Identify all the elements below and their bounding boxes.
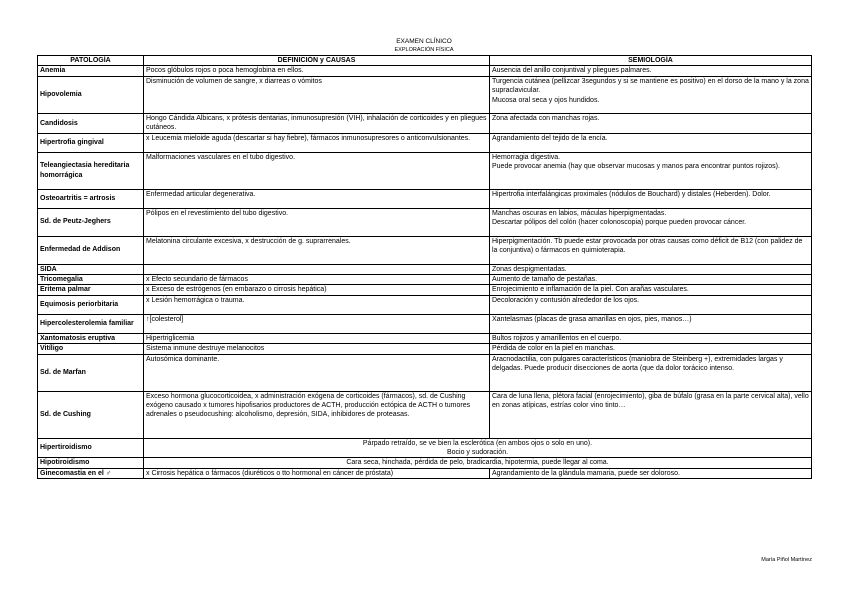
table-row — [38, 344, 812, 354]
pathology-cell: Hipercolesterolemia familiar — [38, 314, 144, 333]
semiology-cell: Aracnodactilia, con pulgares característicos (maniobra de Steinberg +), extremidades largas y delgadas. Puede producir disecciones de aorta (que da dolor torácico intenso. — [490, 354, 812, 391]
semiology-cell: Agrandamiento de la glándula mamaria, puede ser doloroso. — [490, 468, 812, 478]
semiology-cell: Zonas despigmentadas. — [490, 264, 812, 274]
table-row — [38, 438, 812, 458]
document-title: EXAMEN CLÍNICO — [396, 38, 452, 45]
semiology-cell: Decoloración y contusión alrededor de los ojos. — [490, 295, 812, 314]
table-row — [38, 285, 812, 295]
definition-cell: x Leucemia mieloide aguda (descartar si hay fiebre), fármacos inmunosupresores o anticonvulsionantes. — [144, 133, 490, 152]
table-row — [38, 76, 812, 113]
merged-description-cell: Cara seca, hinchada, pérdida de pelo, bradicardia, hipotermia, puede llegar al coma. — [144, 458, 812, 468]
pathology-cell: Sd. de Marfan — [38, 354, 144, 391]
column-header-pathology: PATOLOGÍA — [38, 56, 144, 66]
table-row — [38, 458, 812, 468]
definition-cell: Autosómica dominante. — [144, 354, 490, 391]
semiology-cell: Turgencia cutánea (pellizcar 3segundos y si se mantiene es positivo) en el dorso de la mano y la zona supraclavicular. Mucosa oral seca y ojos hundidos. — [490, 76, 812, 113]
semiology-cell: Xantelasmas (placas de grasa amarillas en ojos, pies, manos…) — [490, 314, 812, 333]
pathology-cell: Candidosis — [38, 113, 144, 133]
author-signature: María Piñol Martínez — [761, 557, 812, 563]
semiology-cell: Zona afectada con manchas rojas. — [490, 113, 812, 133]
definition-cell: ↑[colesterol] — [144, 314, 490, 333]
semiology-cell: Aumento de tamaño de pestañas. — [490, 275, 812, 285]
definition-cell: x Cirrosis hepática o fármacos (diuréticos o tto hormonal en cáncer de próstata) — [144, 468, 490, 478]
table-row — [38, 391, 812, 438]
semiology-cell: Manchas oscuras en labios, máculas hiperpigmentadas. Descartar pólipos del colón (hacer colonoscopia) porque pueden provocar cáncer. — [490, 208, 812, 236]
table-row — [38, 468, 812, 478]
table-row — [38, 354, 812, 391]
table-row — [38, 152, 812, 189]
table-row — [38, 208, 812, 236]
semiology-cell: Cara de luna llena, plétora facial (enrojecimiento), giba de búfalo (grasa en la parte cervical alta), vello en zonas atípicas, estrías color vino tinto… — [490, 391, 812, 438]
definition-cell: Malformaciones vasculares en el tubo digestivo. — [144, 152, 490, 189]
definition-cell: Enfermedad articular degenerativa. — [144, 189, 490, 208]
pathology-cell: SIDA — [38, 264, 144, 274]
merged-description-cell: Párpado retraído, se ve bien la esclerótica (en ambos ojos o solo en uno). Bocio y sudoración. — [144, 438, 812, 458]
document-subtitle: EXPLORACIÓN FÍSICA — [394, 47, 454, 53]
definition-cell: Hipertriglicemia — [144, 333, 490, 343]
pathology-cell: Osteoartritis = artrosis — [38, 189, 144, 208]
definition-cell: Hongo Cándida Albicans, x prótesis dentarias, inmunosupresión (VIH), inhalación de corticoides y en pliegues cutáneos. — [144, 113, 490, 133]
semiology-cell: Bultos rojizos y amarillentos en el cuerpo. — [490, 333, 812, 343]
pathology-cell: Hipovolemia — [38, 76, 144, 113]
pathology-cell: Sd. de Peutz-Jeghers — [38, 208, 144, 236]
definition-cell: Pólipos en el revestimiento del tubo digestivo. — [144, 208, 490, 236]
semiology-cell: Pérdida de color en la piel en manchas. — [490, 344, 812, 354]
table-row — [38, 133, 812, 152]
pathology-cell: Eritema palmar — [38, 285, 144, 295]
table-row — [38, 275, 812, 285]
semiology-cell: Ausencia del anillo conjuntival y pliegues palmares. — [490, 66, 812, 76]
pathology-cell: Sd. de Cushing — [38, 391, 144, 438]
pathology-cell: Hipertrofia gingival — [38, 133, 144, 152]
column-header-definition: DEFINICIÓN y CAUSAS — [144, 56, 490, 66]
definition-cell: Pocos glóbulos rojos o poca hemoglobina en ellos. — [144, 66, 490, 76]
pathology-cell: Ginecomastia en el ♂ — [38, 468, 144, 478]
table-row — [38, 295, 812, 314]
definition-cell: x Lesión hemorrágica o trauma. — [144, 295, 490, 314]
definition-cell: x Efecto secundario de fármacos — [144, 275, 490, 285]
definition-cell — [144, 264, 490, 274]
pathology-cell: Hipotiroidismo — [38, 458, 144, 468]
pathology-cell: Equimosis periorbitaria — [38, 295, 144, 314]
definition-cell: x Exceso de estrógenos (en embarazo o cirrosis hepática) — [144, 285, 490, 295]
table-row — [38, 66, 812, 76]
pathology-cell: Tricomegalia — [38, 275, 144, 285]
semiology-cell: Hipertrofia interfalángicas proximales (nódulos de Bouchard) y distales (Heberden). Dolor. — [490, 189, 812, 208]
table-row — [38, 236, 812, 264]
pathology-cell: Anemia — [38, 66, 144, 76]
table-row — [38, 333, 812, 343]
pathology-cell: Hipertiroidismo — [38, 438, 144, 458]
pathology-cell: Xantomatosis eruptiva — [38, 333, 144, 343]
semiology-cell: Enrojecimiento e inflamación de la piel. Con arañas vasculares. — [490, 285, 812, 295]
table-row — [38, 314, 812, 333]
pathology-cell: Enfermedad de Addison — [38, 236, 144, 264]
pathology-table — [37, 55, 812, 479]
definition-cell: Exceso hormona glucocorticoidea, x administración exógena de corticoides (fármacos), sd. de Cushing exógeno causado x tumores hipofisarios productores de ACTH, producción ectópica de ACTH o tumores adrenales o pseudocushing: alcoholismo, depresión, SIDA, inhibidores de proteasas. — [144, 391, 490, 438]
column-header-semiology: SEMIOLOGÍA — [490, 56, 812, 66]
definition-cell: Melatonina circulante excesiva, x destrucción de g. suprarrenales. — [144, 236, 490, 264]
table-header-row — [38, 56, 812, 66]
table-row — [38, 264, 812, 274]
pathology-cell: Vitíligo — [38, 344, 144, 354]
definition-cell: Disminución de volumen de sangre, x diarreas o vómitos — [144, 76, 490, 113]
table-row — [38, 189, 812, 208]
semiology-cell: Hemorragia digestiva. Puede provocar anemia (hay que observar mucosas y manos para encontrar puntos rojizos). — [490, 152, 812, 189]
pathology-cell: Teleangiectasia hereditaria homorrágica — [38, 152, 144, 189]
semiology-cell: Agrandamiento del tejido de la encía. — [490, 133, 812, 152]
semiology-cell: Hiperpigmentación. Tb puede estar provocada por otras causas como déficit de B12 (con palidez de la conjuntiva) o fármacos en quimioterapia. — [490, 236, 812, 264]
table-row — [38, 113, 812, 133]
definition-cell: Sistema inmune destruye melanocitos — [144, 344, 490, 354]
